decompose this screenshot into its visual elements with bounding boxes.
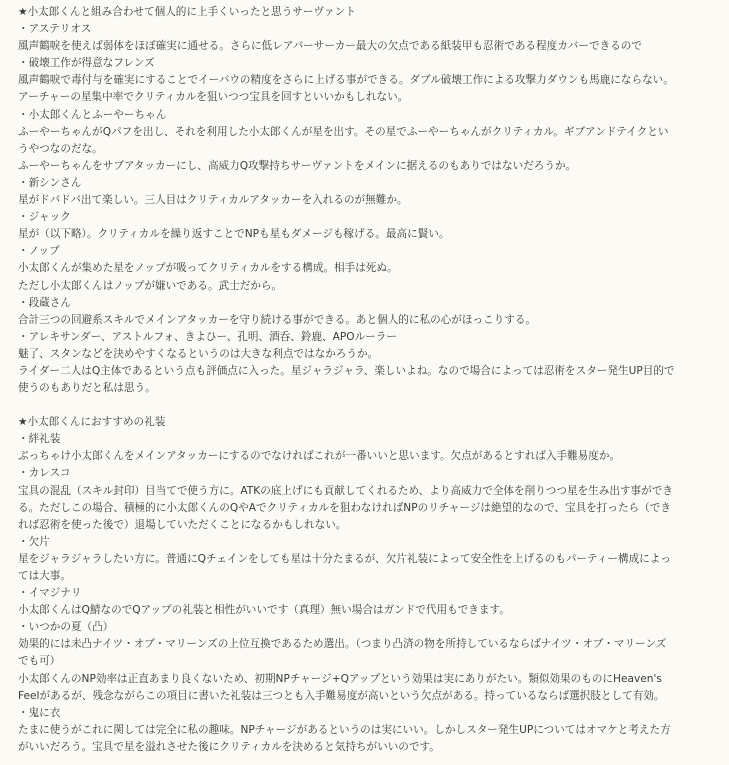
entry-text: 使うのもありだと私は思う。 — [18, 382, 156, 395]
entry-text: 星が（以下略）。クリティカルを繰り返すことでNPも星もダメージも稼げる。最高に賢い。 — [18, 228, 450, 241]
entry-name: ・イマジナリ — [18, 587, 82, 600]
entry-text: でも可） — [18, 655, 61, 668]
entry-text: れば忍術を使った後で）退場していただくことになるかもしれない。 — [18, 518, 347, 531]
entry-text: ただし小太郎くんはノップが嫌いである。武士だから。 — [18, 279, 283, 292]
entry-text: 小太郎くんのNP効率は正直あまり良くないため、初期NPチャージ+Qアップという効果は実にありがたい。類似効果のものにHeaven's — [18, 672, 662, 685]
entry-name: ・段蔵さん — [18, 296, 71, 309]
entry-text: 小太郎くんはQ鯖なのでQアップの礼装と相性がいいです（真理）無い場合はガンドで代用もできます。 — [18, 604, 510, 617]
entry-name: ・新シンさん — [18, 176, 82, 189]
section-heading: ★小太郎くんと組み合わせて個人的に上手くいったと思うサーヴァント — [18, 6, 356, 18]
entry-name: ・ノップ — [18, 245, 60, 258]
entry-text: 宝具の混乱（スキル封印）目当てで使う方に。ATKの底上げにも貢献してくれるため、より高威力で全体を削りつつ星を生み出す事ができ — [18, 484, 673, 497]
entry-text: ふーやーちゃんがQパフを出し、それを利用した小太郎くんが星を出す。その星でふーやーちゃんがクリティカル。ギブアンドテイクとい — [18, 125, 669, 138]
entry-name: ・破壊工作が得意なフレンズ — [18, 57, 155, 70]
entry-text: ライダー二人はQ主体であるという点も評価点に入った。星ジャラジャラ、楽しいよね。なので場合によっては忍術をスター発生UP目的で — [18, 364, 675, 377]
entry-name: ・ジャック — [18, 211, 71, 224]
entry-name: ・カレスコ — [18, 467, 71, 480]
entry-text: る。ただしこの場合、積極的に小太郎くんのQやAでクリティカルを狙わなければNPのリチャージは絶望的なので、宝具を打ったら（でき — [18, 501, 671, 514]
entry-text: 星がドバドバ出て楽しい。三人目はクリティカルアタッカーを入れるのが無難か。 — [18, 194, 408, 207]
entry-name: ・小太郎くんとふーやーちゃん — [18, 108, 167, 121]
entry-text: ぶっちゃけ小太郎くんをメインアタッカーにするのでなければこれが一番いいと思います。欠点があるとすれば入手難易度か。 — [18, 450, 621, 463]
entry-name: ・いつかの夏（凸） — [18, 621, 114, 634]
entry-text: 風声鶴唳で毒付与を確実にすることでイーバウの精度をさらに上げる事ができる。ダブル破壊工作による攻撃力ダウンも馬鹿にならない。 — [18, 74, 674, 87]
entry-text: Feelがあるが、残念ながらこの項目に書いた礼装は三つとも入手難易度が高いという欠点がある。持っているならば選択肢として有効。 — [18, 689, 665, 702]
entry-text: がいいだろう。宝具で星を溢れさせた後にクリティカルを決めると気持ちがいいのです。 — [18, 740, 440, 753]
section-heading: ★小太郎くんにおすすめの礼装 — [18, 416, 166, 429]
entry-text: ふーやーちゃんをサブアタッカーにし、高威力Q攻撃持ちサーヴァントをメインに据えるのもありではないだろうか。 — [18, 159, 577, 172]
entry-name: ・欠片 — [18, 535, 50, 548]
entry-name: ・アステリオス — [18, 23, 92, 36]
entry-text: 合計三つの回避系スキルでメインアタッカーを守り続ける事ができる。あと個人的に私の心がほっこりする。 — [18, 313, 537, 326]
entry-text: ては大事。 — [18, 570, 71, 582]
entry-name: ・絆礼装 — [18, 433, 61, 446]
entry-name: ・鬼に衣 — [18, 706, 61, 719]
entry-text: たまに使うがこれに関しては完全に私の趣味。NPチャージがあるというのは実にいい。しかしスター発生UPについてはオマケと考えた方 — [18, 723, 671, 736]
entry-text: 小太郎くんが集めた星をノップが吸ってクリティカルをする構成。相手は死ぬ。 — [18, 262, 398, 275]
entry-text: 効果的には未凸ナイツ・オブ・マリーンズの上位互換であるため選出。（つまり凸済の物を所持しているならばナイツ・オブ・マリーンズ — [18, 638, 667, 651]
entry-text: うやつなのだな。 — [18, 142, 103, 155]
entry-text: 魅了、スタンなどを決めやすくなるというのは大きな利点ではなかろうか。 — [18, 347, 379, 360]
entry-text: アーチャーの星集中率でクリティカルを狙いつつ宝具を回すといいかもしれない。 — [18, 91, 409, 104]
entry-text: 星をジャラジャラしたい方に。普通にQチェインをしても星は十分たまるが、欠片礼装によって安全性を上げるのもパーティー構成によっ — [18, 552, 671, 565]
entry-name: ・アレキサンダー、アストルフォ、きよひー、孔明、酒呑、鈴鹿、APOルーラー — [18, 330, 397, 343]
entry-text: 風声鶴唳を使えば弱体をほぼ確実に通せる。さらに低レアバーサーカー最大の欠点である紙装甲も忍術である程度カバーできるので — [18, 40, 642, 53]
section-spacer — [18, 397, 717, 414]
